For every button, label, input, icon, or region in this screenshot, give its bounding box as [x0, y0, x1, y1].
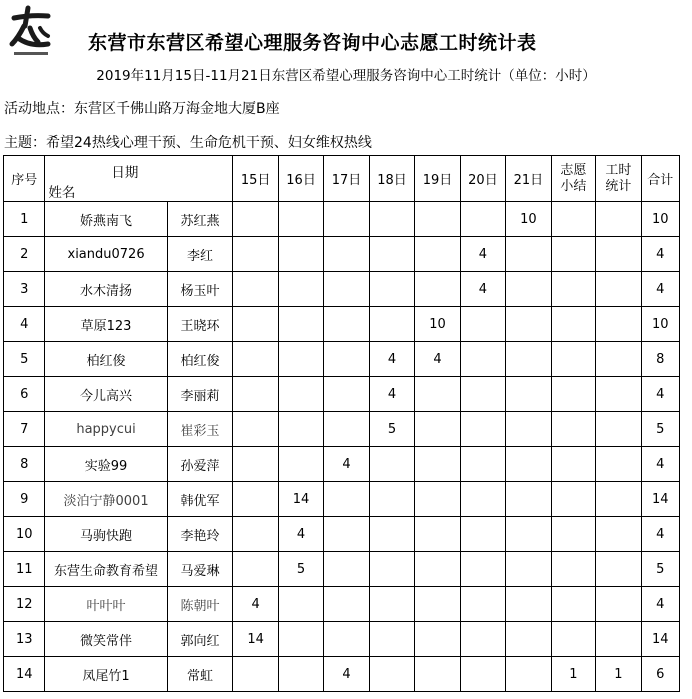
page-title: 东营市东营区希望心理服务咨询中心志愿工时统计表 — [88, 32, 537, 54]
row-id: 10 — [4, 517, 45, 552]
row-day-hours — [415, 552, 460, 587]
row-day-hours — [233, 447, 278, 482]
row-name: 崔彩玉 — [167, 412, 233, 447]
row-stat — [596, 622, 641, 657]
row-day-hours: 10 — [415, 307, 460, 342]
row-name: 杨玉叶 — [167, 272, 233, 307]
row-total: 4 — [641, 587, 679, 622]
row-total: 4 — [641, 447, 679, 482]
row-day-hours: 4 — [460, 237, 505, 272]
table-row — [4, 517, 680, 552]
activity-location: 活动地点：东营区千佛山路万海金地大厦B座 — [4, 101, 280, 117]
header-day: 16日 — [278, 156, 323, 202]
row-day-hours — [415, 237, 460, 272]
row-day-hours — [506, 482, 551, 517]
row-day-hours — [460, 552, 505, 587]
row-day-hours — [233, 307, 278, 342]
row-day-hours — [324, 377, 369, 412]
row-name: 常虹 — [167, 657, 233, 692]
row-name: 李红 — [167, 237, 233, 272]
header-summary-line2: 小结 — [560, 178, 587, 194]
row-day-hours — [506, 377, 551, 412]
activity-topic: 主题：希望24热线心理干预、生命危机干预、妇女维权热线 — [4, 135, 372, 151]
row-nickname: 叶叶叶 — [45, 587, 167, 622]
row-name: 陈朝叶 — [167, 587, 233, 622]
row-day-hours — [460, 412, 505, 447]
table-row — [4, 342, 680, 377]
row-total: 8 — [641, 342, 679, 377]
row-day-hours — [415, 622, 460, 657]
row-id: 2 — [4, 237, 45, 272]
row-id: 11 — [4, 552, 45, 587]
row-total: 4 — [641, 377, 679, 412]
row-day-hours — [506, 657, 551, 692]
table-row — [4, 622, 680, 657]
row-day-hours — [460, 202, 505, 237]
row-nickname: 凤尾竹1 — [45, 657, 167, 692]
row-day-hours — [415, 272, 460, 307]
header-day: 18日 — [369, 156, 414, 202]
row-day-hours — [415, 657, 460, 692]
row-day-hours — [278, 272, 323, 307]
table-row — [4, 307, 680, 342]
row-id: 1 — [4, 202, 45, 237]
row-summary — [551, 622, 595, 657]
row-total: 6 — [641, 657, 679, 692]
header-day: 17日 — [324, 156, 369, 202]
row-stat — [596, 482, 641, 517]
row-id: 9 — [4, 482, 45, 517]
row-stat — [596, 552, 641, 587]
row-day-hours — [506, 447, 551, 482]
row-day-hours — [415, 587, 460, 622]
row-day-hours — [324, 622, 369, 657]
row-day-hours — [278, 412, 323, 447]
row-day-hours — [460, 307, 505, 342]
row-day-hours: 10 — [506, 202, 551, 237]
row-summary — [551, 307, 595, 342]
row-day-hours — [460, 482, 505, 517]
row-name: 韩优军 — [167, 482, 233, 517]
row-summary — [551, 377, 595, 412]
row-stat — [596, 237, 641, 272]
row-stat — [596, 307, 641, 342]
header-day: 21日 — [506, 156, 551, 202]
row-day-hours — [369, 202, 414, 237]
row-name: 马爱琳 — [167, 552, 233, 587]
row-total: 4 — [641, 237, 679, 272]
row-nickname: 淡泊宁静0001 — [45, 482, 167, 517]
row-day-hours — [233, 377, 278, 412]
row-total: 14 — [641, 482, 679, 517]
row-id: 8 — [4, 447, 45, 482]
row-id: 5 — [4, 342, 45, 377]
row-day-hours — [506, 272, 551, 307]
row-day-hours — [460, 377, 505, 412]
row-day-hours — [278, 587, 323, 622]
row-day-hours — [506, 307, 551, 342]
row-name: 李艳玲 — [167, 517, 233, 552]
row-day-hours: 4 — [460, 272, 505, 307]
table-row — [4, 237, 680, 272]
row-summary — [551, 272, 595, 307]
row-day-hours — [369, 622, 414, 657]
row-day-hours — [324, 587, 369, 622]
row-stat: 1 — [596, 657, 641, 692]
hours-table — [3, 155, 680, 692]
row-stat — [596, 202, 641, 237]
row-day-hours — [460, 587, 505, 622]
row-day-hours — [233, 482, 278, 517]
row-total: 14 — [641, 622, 679, 657]
header-stat — [596, 156, 641, 202]
row-day-hours — [324, 307, 369, 342]
row-day-hours — [369, 307, 414, 342]
row-day-hours — [278, 657, 323, 692]
row-day-hours — [415, 412, 460, 447]
row-total: 10 — [641, 202, 679, 237]
row-stat — [596, 412, 641, 447]
row-day-hours — [278, 237, 323, 272]
row-summary — [551, 482, 595, 517]
row-total: 4 — [641, 272, 679, 307]
row-day-hours: 4 — [415, 342, 460, 377]
row-name: 苏红燕 — [167, 202, 233, 237]
row-day-hours: 14 — [233, 622, 278, 657]
row-summary — [551, 447, 595, 482]
row-day-hours — [369, 587, 414, 622]
row-day-hours — [369, 552, 414, 587]
table-row — [4, 587, 680, 622]
header-stat-line2: 统计 — [605, 178, 632, 194]
row-day-hours: 4 — [369, 377, 414, 412]
header-day: 20日 — [460, 156, 505, 202]
row-summary — [551, 237, 595, 272]
table-row — [4, 657, 680, 692]
table-row — [4, 482, 680, 517]
row-day-hours — [278, 202, 323, 237]
row-stat — [596, 517, 641, 552]
page-subtitle: 2019年11月15日-11月21日东营区希望心理服务咨询中心工时统计（单位：小时） — [96, 68, 596, 84]
row-day-hours — [278, 622, 323, 657]
row-nickname: 柏红俊 — [45, 342, 167, 377]
row-summary — [551, 202, 595, 237]
row-day-hours — [324, 237, 369, 272]
row-day-hours — [506, 552, 551, 587]
row-day-hours — [233, 272, 278, 307]
row-day-hours: 4 — [233, 587, 278, 622]
header-day: 15日 — [233, 156, 278, 202]
row-day-hours — [278, 342, 323, 377]
row-day-hours — [369, 657, 414, 692]
row-day-hours: 4 — [369, 342, 414, 377]
row-day-hours — [324, 517, 369, 552]
row-day-hours — [278, 307, 323, 342]
row-total: 5 — [641, 552, 679, 587]
row-day-hours: 14 — [278, 482, 323, 517]
table-row — [4, 272, 680, 307]
row-day-hours — [278, 447, 323, 482]
header-id: 序号 — [4, 156, 45, 202]
row-nickname: 马驹快跑 — [45, 517, 167, 552]
row-name: 柏红俊 — [167, 342, 233, 377]
row-nickname: 东营生命教育希望 — [45, 552, 167, 587]
row-day-hours — [460, 447, 505, 482]
row-nickname: 草原123 — [45, 307, 167, 342]
row-day-hours — [278, 377, 323, 412]
row-id: 3 — [4, 272, 45, 307]
table-row — [4, 412, 680, 447]
row-day-hours — [415, 482, 460, 517]
row-day-hours — [233, 517, 278, 552]
row-day-hours — [506, 237, 551, 272]
row-nickname: xiandu0726 — [45, 237, 167, 272]
row-day-hours: 5 — [278, 552, 323, 587]
row-day-hours — [324, 272, 369, 307]
row-day-hours — [369, 517, 414, 552]
header-name: 姓名 — [48, 185, 76, 201]
header-summary-line1: 志愿 — [560, 162, 587, 178]
row-day-hours — [460, 622, 505, 657]
row-summary — [551, 412, 595, 447]
row-day-hours — [506, 342, 551, 377]
row-day-hours — [369, 482, 414, 517]
header-day: 19日 — [415, 156, 460, 202]
row-day-hours — [415, 447, 460, 482]
row-id: 12 — [4, 587, 45, 622]
row-day-hours — [369, 272, 414, 307]
row-nickname: 娇燕南飞 — [45, 202, 167, 237]
row-day-hours: 5 — [369, 412, 414, 447]
row-nickname: 微笑常伴 — [45, 622, 167, 657]
row-stat — [596, 272, 641, 307]
row-day-hours — [415, 517, 460, 552]
row-day-hours — [415, 202, 460, 237]
table-row — [4, 377, 680, 412]
row-id: 4 — [4, 307, 45, 342]
hope-center-logo-icon — [8, 4, 54, 60]
row-day-hours — [506, 622, 551, 657]
row-id: 6 — [4, 377, 45, 412]
table-row — [4, 202, 680, 237]
row-name: 李丽莉 — [167, 377, 233, 412]
row-day-hours — [506, 517, 551, 552]
row-total: 5 — [641, 412, 679, 447]
row-stat — [596, 342, 641, 377]
row-stat — [596, 587, 641, 622]
row-id: 13 — [4, 622, 45, 657]
row-summary — [551, 517, 595, 552]
row-nickname: happycui — [45, 412, 167, 447]
row-day-hours — [324, 482, 369, 517]
header-total: 合计 — [641, 156, 679, 202]
row-day-hours — [369, 447, 414, 482]
row-day-hours — [233, 342, 278, 377]
row-day-hours — [324, 342, 369, 377]
header-summary — [551, 156, 595, 202]
row-day-hours — [415, 377, 460, 412]
row-day-hours — [324, 202, 369, 237]
row-id: 14 — [4, 657, 45, 692]
table-header-row — [4, 156, 680, 202]
row-nickname: 今儿高兴 — [45, 377, 167, 412]
row-stat — [596, 447, 641, 482]
row-day-hours — [324, 412, 369, 447]
row-name: 王晓环 — [167, 307, 233, 342]
row-day-hours — [233, 657, 278, 692]
row-day-hours: 4 — [324, 657, 369, 692]
row-day-hours — [233, 237, 278, 272]
row-day-hours — [369, 237, 414, 272]
row-day-hours — [233, 552, 278, 587]
header-date: 日期 — [111, 165, 139, 181]
row-day-hours: 4 — [324, 447, 369, 482]
row-day-hours — [506, 412, 551, 447]
row-day-hours — [324, 552, 369, 587]
row-day-hours — [506, 587, 551, 622]
header-date-name — [45, 156, 233, 202]
table-row — [4, 552, 680, 587]
row-day-hours — [233, 202, 278, 237]
row-summary — [551, 552, 595, 587]
table-row — [4, 447, 680, 482]
row-day-hours — [460, 342, 505, 377]
row-nickname: 水木清扬 — [45, 272, 167, 307]
row-name: 孙爱萍 — [167, 447, 233, 482]
row-total: 10 — [641, 307, 679, 342]
row-summary — [551, 587, 595, 622]
row-summary — [551, 342, 595, 377]
row-nickname: 实验99 — [45, 447, 167, 482]
row-day-hours — [460, 517, 505, 552]
row-day-hours — [460, 657, 505, 692]
row-day-hours: 4 — [278, 517, 323, 552]
row-total: 4 — [641, 517, 679, 552]
row-name: 郭向红 — [167, 622, 233, 657]
row-id: 7 — [4, 412, 45, 447]
row-summary: 1 — [551, 657, 595, 692]
row-day-hours — [233, 412, 278, 447]
row-stat — [596, 377, 641, 412]
header-stat-line1: 工时 — [605, 162, 632, 178]
